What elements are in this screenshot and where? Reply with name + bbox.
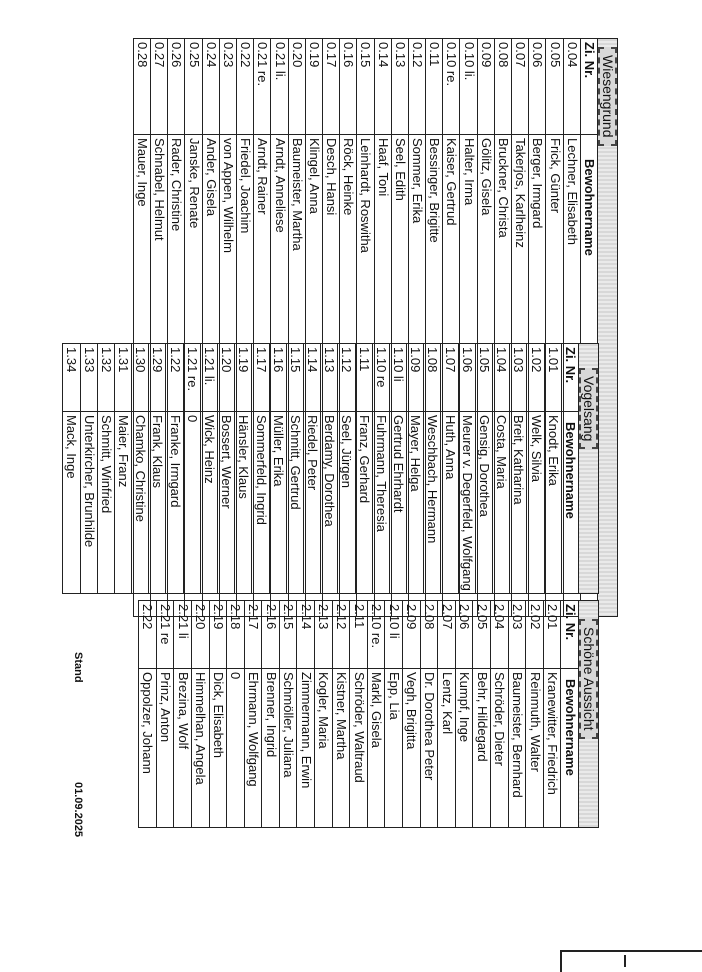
table-body — [139, 601, 561, 828]
room-number-cell: 1.07 — [441, 344, 458, 412]
room-number-cell: 2.21 li — [174, 601, 192, 669]
resident-name-cell: Himmelhan, Angela — [191, 669, 209, 828]
resident-name-cell: Sommer, Erika — [408, 135, 425, 617]
table-row — [269, 344, 286, 594]
resident-name-cell: Knodt, Erika — [544, 412, 561, 594]
table-row — [286, 344, 303, 594]
resident-name-cell: Welk, Silvia — [527, 412, 544, 594]
resident-name-cell: Schröder, Waltraud — [350, 669, 368, 828]
room-number-cell: 1.34 — [63, 344, 80, 412]
resident-name-cell: Kumpf, Inge — [455, 669, 473, 828]
room-number-cell: 1.29 — [149, 344, 166, 412]
resident-name-cell: Desch, Hansi — [323, 135, 340, 617]
table-row — [304, 344, 321, 594]
room-number-cell: 2.03 — [508, 601, 526, 669]
column-header-room: Zi. Nr. — [561, 344, 578, 412]
table-row — [149, 344, 166, 594]
column-header-name: Bewohnername — [580, 135, 597, 617]
room-number-cell: 1.21 li. — [200, 344, 217, 412]
room-number-cell: 1.20 — [218, 344, 235, 412]
room-number-cell: 1.05 — [475, 344, 492, 412]
room-number-cell: 2.07 — [438, 601, 456, 669]
room-number-cell: 1.31 — [114, 344, 131, 412]
table-row — [235, 344, 252, 594]
table-row — [297, 601, 315, 828]
table-row — [114, 344, 131, 594]
resident-name-cell: Bruckner, Christa — [494, 135, 511, 617]
resident-name-cell: Gertrud Ehrhardt — [389, 412, 406, 594]
room-number-cell: 2.09 — [403, 601, 421, 669]
resident-name-cell: Ander, Gisela — [202, 135, 219, 617]
room-number-cell: 2.17 — [244, 601, 262, 669]
resident-name-cell: Brenner, Ingrid — [262, 669, 280, 828]
table-row — [227, 601, 245, 828]
resident-name-cell: Hänsler, Klaus — [235, 412, 252, 594]
room-number-cell: 1.19 — [235, 344, 252, 412]
resident-name-cell: Rader, Christine — [168, 135, 185, 617]
room-number-cell: 1.30 — [132, 344, 149, 412]
resident-name-cell: Prinz, Anton — [156, 669, 174, 828]
table-row — [475, 344, 492, 594]
room-number-cell: 2.10 re. — [367, 601, 385, 669]
table-row — [200, 344, 217, 594]
table-row — [455, 601, 473, 828]
table-row — [252, 344, 269, 594]
resident-name-cell: Franke, Irmgard — [166, 412, 183, 594]
room-number-cell: 2.21 re — [156, 601, 174, 669]
resident-name-cell: Fuhrmann, Theresia — [372, 412, 389, 594]
resident-name-cell: Epp, Lia — [385, 669, 403, 828]
room-number-cell: 2.05 — [473, 601, 491, 669]
room-number-cell: 1.14 — [304, 344, 321, 412]
resident-name-cell: Berdamy, Dorothea — [321, 412, 338, 594]
table-row — [244, 601, 262, 828]
room-number-cell: 1.01 — [544, 344, 561, 412]
resident-name-cell: Baumeister, Martha — [288, 135, 305, 617]
room-number-cell: 0.14 — [374, 39, 391, 135]
table-row — [132, 344, 149, 594]
resident-name-cell: Mack, Inge — [63, 412, 80, 594]
resident-name-cell: Kaiser, Gertrud — [443, 135, 460, 617]
room-number-cell: 0.09 — [477, 39, 494, 135]
table-row — [156, 601, 174, 828]
table-row — [174, 601, 192, 828]
table-title: Schöne Aussicht — [579, 619, 598, 739]
room-number-cell: 1.21 re. — [183, 344, 200, 412]
table-row — [493, 344, 510, 594]
resident-name-cell: Berger, Irmgard — [529, 135, 546, 617]
table-row — [183, 344, 200, 594]
resident-name-cell: Markl, Gisela — [367, 669, 385, 828]
room-number-cell: 1.33 — [80, 344, 97, 412]
resident-name-cell: Schmitt, Winfried — [97, 412, 114, 594]
room-number-cell: 0.28 — [133, 39, 150, 135]
table-title-row — [579, 344, 599, 594]
resident-name-cell: Franz, Gerhard — [355, 412, 372, 594]
room-number-cell: 0.04 — [563, 39, 580, 135]
resident-name-cell: Leinhardt, Roswitha — [357, 135, 374, 617]
table-row — [315, 601, 333, 828]
resident-name-cell: Chamko, Christine — [132, 412, 149, 594]
resident-name-cell: Behr, Hildegard — [473, 669, 491, 828]
room-number-cell: 2.20 — [191, 601, 209, 669]
room-number-cell: 2.10 li — [385, 601, 403, 669]
room-number-cell: 2.08 — [420, 601, 438, 669]
room-number-cell: 1.16 — [269, 344, 286, 412]
resident-name-cell: Zimmermann, Erwin — [297, 669, 315, 828]
table-row — [166, 344, 183, 594]
room-number-cell: 0.22 — [237, 39, 254, 135]
table-row — [321, 344, 338, 594]
resident-name-cell: Sommerfeld, Ingrid — [252, 412, 269, 594]
resident-name-cell: Mauer, Inge — [133, 135, 150, 617]
table-row — [526, 601, 544, 828]
table-row — [389, 344, 406, 594]
resident-name-cell: Kranewitter, Friedrich — [543, 669, 561, 828]
room-number-cell: 1.12 — [338, 344, 355, 412]
column-header-name: Bewohnername — [561, 412, 578, 594]
room-number-cell: 2.02 — [526, 601, 544, 669]
table-row — [420, 601, 438, 828]
room-number-cell: 1.08 — [424, 344, 441, 412]
resident-name-cell: Dr. Dorothea Peter — [420, 669, 438, 828]
room-number-cell: 1.11 — [355, 344, 372, 412]
resident-name-cell: Seel, Edith — [391, 135, 408, 617]
resident-name-cell: Schmitt, Gertrud — [286, 412, 303, 594]
room-number-cell: 1.02 — [527, 344, 544, 412]
resident-name-cell: Schröder, Dieter — [491, 669, 509, 828]
table-row — [279, 601, 297, 828]
table-body — [63, 344, 561, 594]
resident-name-cell: Haaf, Toni — [374, 135, 391, 617]
table-title-row — [598, 39, 618, 617]
table-row — [491, 601, 509, 828]
room-number-cell: 0.21 re. — [254, 39, 271, 135]
room-number-cell: 0.16 — [340, 39, 357, 135]
resident-name-cell: 0 — [227, 669, 245, 828]
room-number-cell: 2.11 — [350, 601, 368, 669]
resident-name-cell: Seel, Jürgen — [338, 412, 355, 594]
table-header-row — [561, 601, 579, 828]
table-row — [403, 601, 421, 828]
resident-name-cell: Arndt, Rainer — [254, 135, 271, 617]
table-row — [262, 601, 280, 828]
room-number-cell: 2.15 — [279, 601, 297, 669]
resident-name-cell: von Appen, Wilhelm — [219, 135, 236, 617]
resident-name-cell: Gölitz, Gisela — [477, 135, 494, 617]
table-row — [473, 601, 491, 828]
table-row — [441, 344, 458, 594]
resident-name-cell: Maier, Franz — [114, 412, 131, 594]
page-corner-frame — [560, 950, 702, 972]
resident-name-cell: Arndt, Anneliese — [271, 135, 288, 617]
table-title: Wiesengrund — [598, 47, 617, 146]
table-schoene-aussicht — [138, 600, 599, 828]
room-number-cell: 1.10 re — [372, 344, 389, 412]
resident-name-cell: Schnabel, Helmut — [151, 135, 168, 617]
resident-name-cell: Weschbach, Hermann — [424, 412, 441, 594]
table-row — [350, 601, 368, 828]
room-number-cell: 2.14 — [297, 601, 315, 669]
table-row — [139, 601, 157, 828]
room-number-cell: 1.13 — [321, 344, 338, 412]
table-row — [508, 601, 526, 828]
resident-name-cell: Frank, Klaus — [149, 412, 166, 594]
room-number-cell: 0.17 — [323, 39, 340, 135]
room-number-cell: 0.11 — [426, 39, 443, 135]
room-number-cell: 2.22 — [139, 601, 157, 669]
room-number-cell: 0.15 — [357, 39, 374, 135]
room-number-cell: 0.05 — [546, 39, 563, 135]
resident-name-cell: Gensig, Dorothea — [475, 412, 492, 594]
room-number-cell: 2.12 — [332, 601, 350, 669]
table-row — [209, 601, 227, 828]
resident-name-cell: Wick, Heinz — [200, 412, 217, 594]
table-row — [367, 601, 385, 828]
page-corner-mark — [624, 955, 626, 967]
table-row — [543, 601, 561, 828]
resident-name-cell: Lechner, Elisabeth — [563, 135, 580, 617]
room-number-cell: 0.13 — [391, 39, 408, 135]
resident-name-cell: Bossert, Werner — [218, 412, 235, 594]
table-row — [407, 344, 424, 594]
room-number-cell: 0.25 — [185, 39, 202, 135]
table-row — [438, 601, 456, 828]
resident-name-cell: Halter, Irma — [460, 135, 477, 617]
room-number-cell: 0.20 — [288, 39, 305, 135]
resident-name-cell: Breit, Katharina — [510, 412, 527, 594]
column-header-name: Bewohnername — [561, 669, 579, 828]
resident-name-cell: Kistner, Martha — [332, 669, 350, 828]
room-number-cell: 2.01 — [543, 601, 561, 669]
room-number-cell: 0.23 — [219, 39, 236, 135]
room-number-cell: 0.08 — [494, 39, 511, 135]
table-row — [338, 344, 355, 594]
table-row — [218, 344, 235, 594]
resident-name-cell: Mayer, Helga — [407, 412, 424, 594]
room-number-cell: 1.10 li — [389, 344, 406, 412]
room-number-cell: 0.21 li. — [271, 39, 288, 135]
resident-name-cell: Unterkircher, Brunhilde — [80, 412, 97, 594]
table-title: Vogelsang — [579, 368, 598, 449]
room-number-cell: 0.10 re. — [443, 39, 460, 135]
footer-stand-label: Stand — [72, 652, 84, 683]
room-number-cell: 0.12 — [408, 39, 425, 135]
room-number-cell: 1.32 — [97, 344, 114, 412]
resident-name-cell: Lentz, Karl — [438, 669, 456, 828]
resident-name-cell: Costa, Maria — [493, 412, 510, 594]
table-schoene-aussicht-wrap — [138, 600, 599, 828]
room-number-cell: 1.15 — [286, 344, 303, 412]
table-title-row — [579, 601, 599, 828]
room-number-cell: 1.09 — [407, 344, 424, 412]
room-number-cell: 0.24 — [202, 39, 219, 135]
table-row — [510, 344, 527, 594]
room-number-cell: 0.27 — [151, 39, 168, 135]
resident-name-cell: Frick, Günter — [546, 135, 563, 617]
room-number-cell: 1.06 — [458, 344, 475, 412]
resident-name-cell: Friedel, Joachim — [237, 135, 254, 617]
room-number-cell: 1.04 — [493, 344, 510, 412]
room-number-cell: 2.04 — [491, 601, 509, 669]
room-number-cell: 0.26 — [168, 39, 185, 135]
room-number-cell: 2.18 — [227, 601, 245, 669]
resident-name-cell: Röck, Heinke — [340, 135, 357, 617]
table-row — [424, 344, 441, 594]
room-number-cell: 0.10 li. — [460, 39, 477, 135]
resident-name-cell: 0 — [183, 412, 200, 594]
room-number-cell: 0.19 — [305, 39, 322, 135]
room-number-cell: 2.19 — [209, 601, 227, 669]
table-vogelsang — [62, 343, 599, 594]
resident-name-cell: Müller, Erika — [269, 412, 286, 594]
table-row — [332, 601, 350, 828]
resident-name-cell: Kogler, Maria — [315, 669, 333, 828]
room-number-cell: 1.17 — [252, 344, 269, 412]
resident-name-cell: Dick, Elisabeth — [209, 669, 227, 828]
table-row — [527, 344, 544, 594]
resident-name-cell: Janske, Renate — [185, 135, 202, 617]
column-header-room: Zi. Nr. — [561, 601, 579, 669]
table-header-row — [561, 344, 578, 594]
room-number-cell: 2.06 — [455, 601, 473, 669]
resident-name-cell: Reinmuth, Walter — [526, 669, 544, 828]
room-number-cell: 2.13 — [315, 601, 333, 669]
room-number-cell: 0.07 — [512, 39, 529, 135]
table-vogelsang-wrap — [62, 343, 599, 594]
resident-name-cell: Schmöller, Juliana — [279, 669, 297, 828]
room-number-cell: 1.22 — [166, 344, 183, 412]
resident-name-cell: Oppolzer, Johann — [139, 669, 157, 828]
resident-name-cell: Ehrmann, Wolfgang — [244, 669, 262, 828]
resident-name-cell: Takerjos, Karlheinz — [512, 135, 529, 617]
resident-name-cell: Vegh, Brigitta — [403, 669, 421, 828]
table-row — [372, 344, 389, 594]
room-number-cell: 1.03 — [510, 344, 527, 412]
footer-date: 01.09.2025 — [72, 782, 84, 838]
table-row — [385, 601, 403, 828]
resident-name-cell: Meurer v. Degerfeld, Wolfgang — [458, 412, 475, 594]
resident-name-cell: Huth, Anna — [441, 412, 458, 594]
resident-name-cell: Brezina, Wolf — [174, 669, 192, 828]
room-number-cell: 0.06 — [529, 39, 546, 135]
resident-name-cell: Baumeister, Bernhard — [508, 669, 526, 828]
table-row — [544, 344, 561, 594]
table-row — [63, 344, 80, 594]
table-row — [97, 344, 114, 594]
table-row — [458, 344, 475, 594]
resident-name-cell: Riedel, Peter — [304, 412, 321, 594]
table-row — [355, 344, 372, 594]
table-row — [191, 601, 209, 828]
table-row — [80, 344, 97, 594]
resident-name-cell: Bessinger, Brigitte — [426, 135, 443, 617]
room-number-cell: 2.16 — [262, 601, 280, 669]
column-header-room: Zi. Nr. — [580, 39, 597, 135]
resident-name-cell: Klingel, Anna — [305, 135, 322, 617]
